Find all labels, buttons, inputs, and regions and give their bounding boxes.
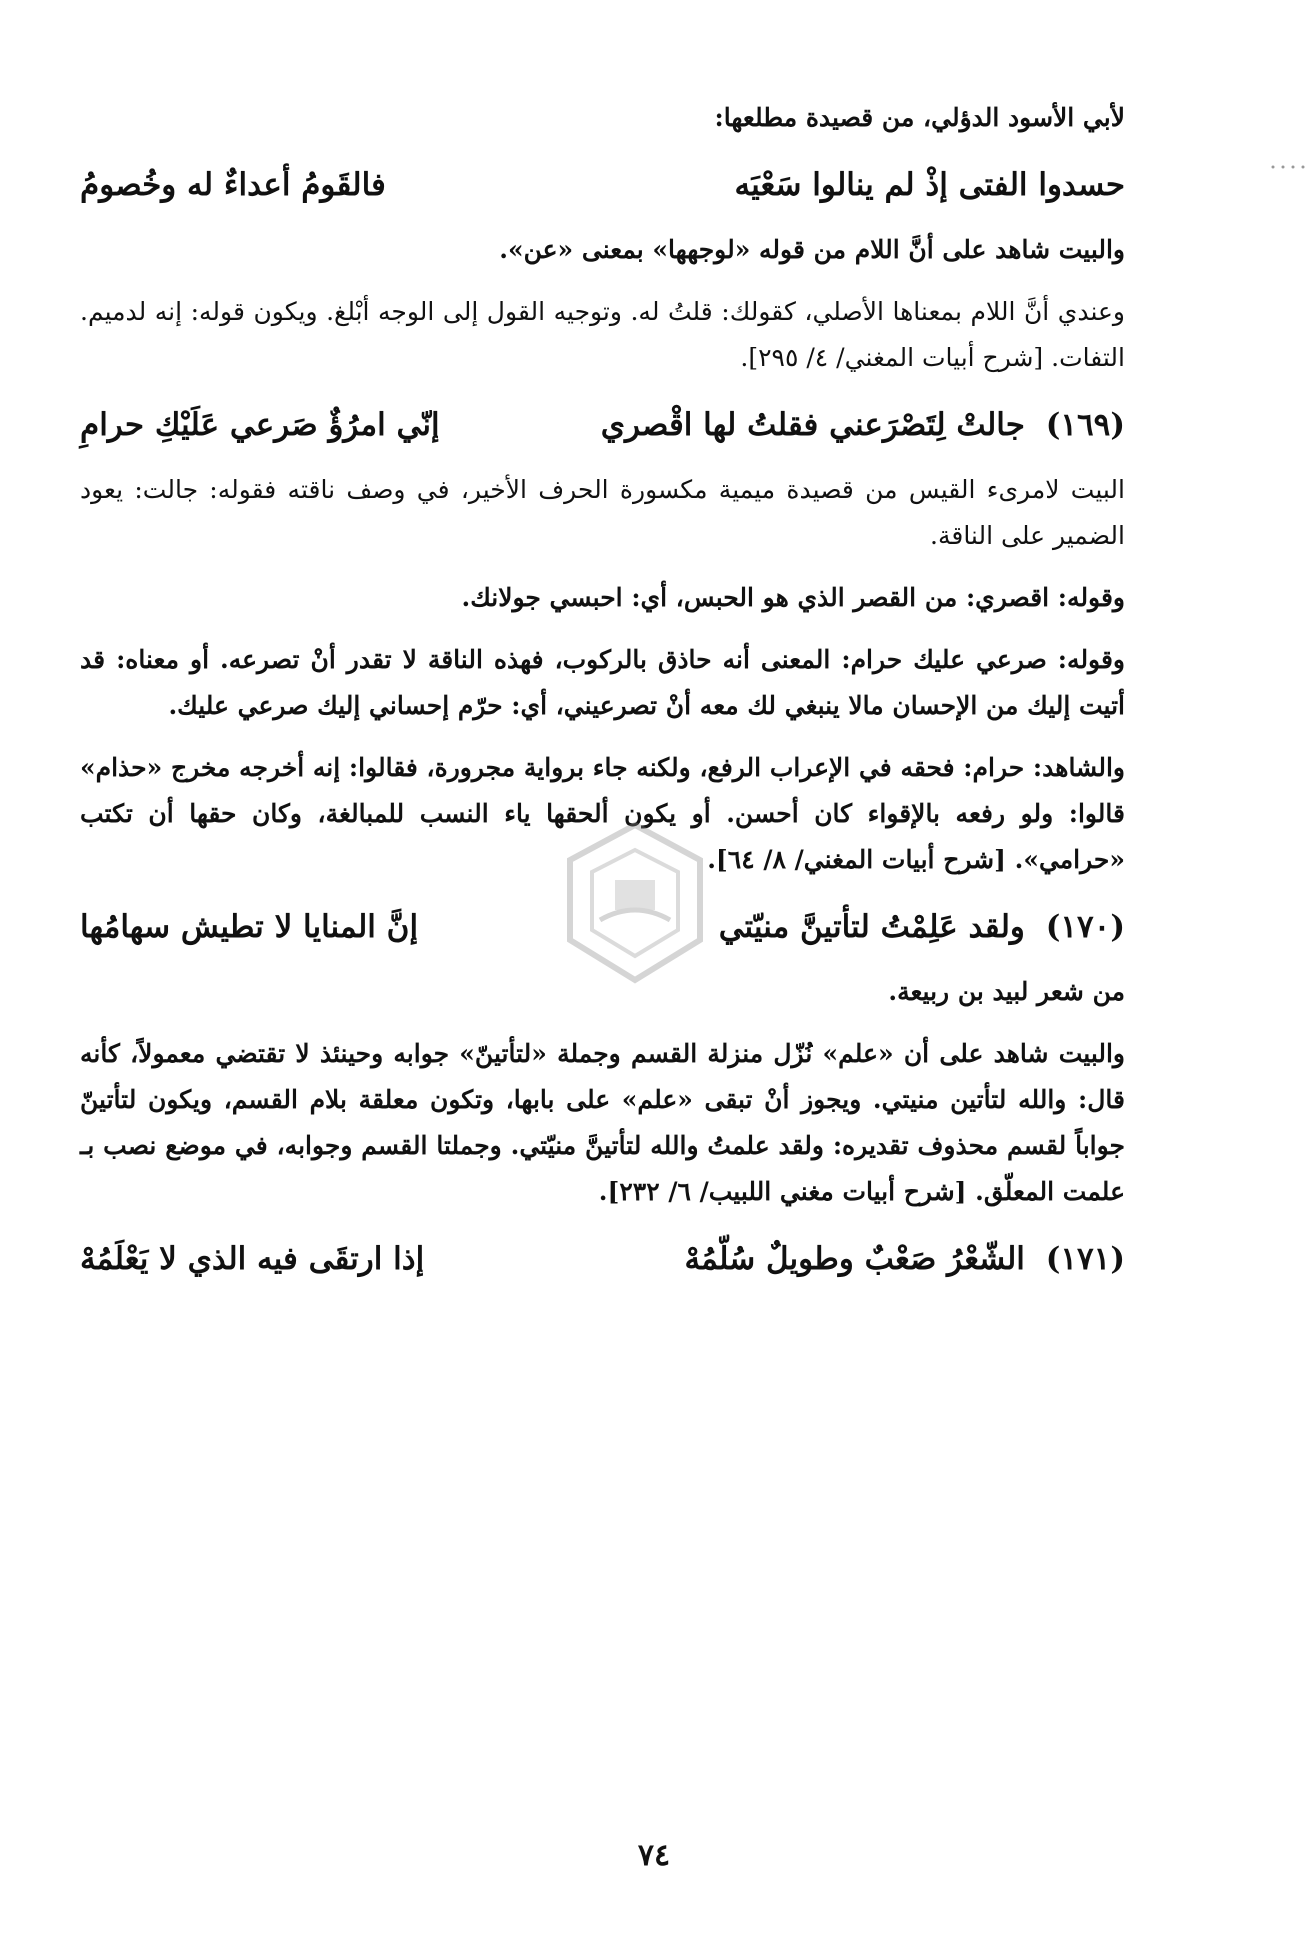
page-body (80, 95, 1125, 1301)
library-watermark-icon (560, 820, 710, 990)
verse-169-first-hemistich: جالتْ لِتَصْرَعني فقلتُ لها اقْصري (600, 407, 1025, 443)
paragraph: وعندي أنَّ اللام بمعناها الأصلي، كقولك: قلتُ له. وتوجيه القول إلى الوجه أبْلغ. ويكون قوله: إنه لدميم. التفات. [شرح أبيات المغني/ ٤/ ٢٩٥]. (80, 297, 1125, 372)
intro-line: لأبي الأسود الدؤلي، من قصيدة مطلعها: (714, 103, 1125, 132)
verse-number: (١٦٩) (1045, 407, 1125, 443)
scan-artifact (1268, 160, 1308, 174)
verse-169-second-hemistich: إنّي امرُؤٌ صَرعي عَلَيْكِ حرامِ (80, 407, 440, 443)
paragraph: البيت لامرىء القيس من قصيدة ميمية مكسورة الحرف الأخير، في وصف ناقته فقوله: جالت: يعود الضمير على الناقة. (80, 475, 1125, 550)
verse-number: (١٧١) (1045, 1241, 1125, 1277)
verse-170-first-hemistich: ولقد عَلِمْتُ لتأتينَّ منيّتي (718, 909, 1025, 945)
verse-1-first-hemistich: حسدوا الفتى إذْ لم ينالوا سَعْيَه (734, 167, 1125, 203)
verse-number: (١٧٠) (1045, 909, 1125, 945)
paragraph: والبيت شاهد على أن «علم» نُزّل منزلة القسم وجملة «لتأتينّ» جوابه وحينئذ لا تقتضي معمولاً، كأنه قال: والله لتأتين منيتي. ويجوز أنْ تبقى «علم» على بابها، وتكون معلقة بلام القسم، ويكون لتأتينّ جواباً لقسم محذوف تقديره: ولقد علمتُ والله لتأتينَّ منيّتي. وجملتا القسم وجوابه، في موضع نصب بـ علمت المعلّق. [شرح أبيات مغني اللبيب/ ٦/ ٢٣٢]. (80, 1039, 1125, 1206)
verse-169 (80, 397, 1125, 453)
verse-171-second-hemistich: إذا ارتقَى فيه الذي لا يَعْلَمُهْ (80, 1241, 425, 1277)
verse-171 (80, 1231, 1125, 1287)
verse-170-second-hemistich: إنَّ المنايا لا تطيش سهامُها (80, 909, 419, 945)
verse-1 (80, 157, 1125, 213)
page-number: ٧٤ (637, 1838, 671, 1873)
paragraph: والشاهد: حرام: فحقه في الإعراب الرفع، ولكنه جاء برواية مجرورة، فقالوا: إنه أخرجه مخرج «حذام» قالوا: ولو رفعه بالإقواء كان أحسن. أو يكون ألحقها ياء النسب للمبالغة، وكان حقها أن تكتب «حرامي». [شرح أبيات المغني/ ٨/ ٦٤]. (80, 753, 1125, 874)
paragraph: وقوله: صرعي عليك حرام: المعنى أنه حاذق بالركوب، فهذه الناقة لا تقدر أنْ تصرعه. أو معناه: قد أتيت إليك من الإحسان مالا ينبغي لك معه أنْ تصرعيني، أي: حرّم إحساني إليك صرعي عليك. (80, 645, 1125, 720)
paragraph: وقوله: اقصري: من القصر الذي هو الحبس، أي: احبسي جولانك. (461, 583, 1125, 612)
verse-171-first-hemistich: الشّعْرُ صَعْبٌ وطويلٌ سُلّمُهْ (684, 1241, 1025, 1277)
verse-1-second-hemistich: فالقَومُ أعداءٌ له وخُصومُ (80, 167, 386, 203)
paragraph: والبيت شاهد على أنَّ اللام من قوله «لوجهها» بمعنى «عن». (499, 235, 1125, 264)
paragraph: من شعر لبيد بن ربيعة. (888, 977, 1125, 1006)
